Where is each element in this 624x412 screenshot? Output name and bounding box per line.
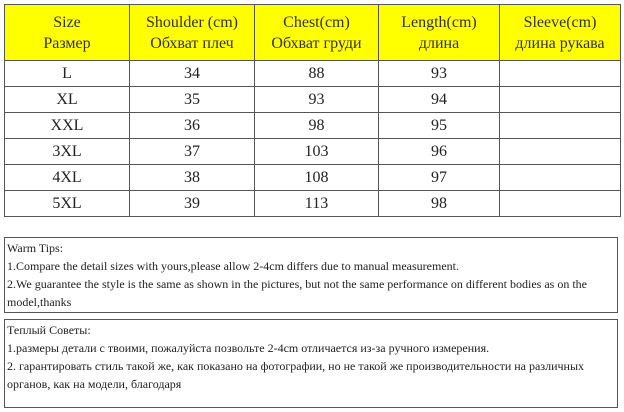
cell-shoulder: 37 [130,139,255,165]
cell-size: 3XL [5,139,130,165]
cell-sleeve [500,113,621,139]
cell-shoulder: 39 [130,191,255,217]
table-row [5,139,621,165]
header-shoulder [130,5,255,61]
cell-shoulder: 35 [130,87,255,113]
cell-sleeve [500,191,621,217]
cell-length: 97 [379,165,500,191]
header-size-ru: Размер [43,34,91,52]
cell-sleeve [500,61,621,87]
cell-chest: 93 [255,87,379,113]
header-sleeve [500,5,621,61]
cell-shoulder: 34 [130,61,255,87]
header-length-en: Length(cm) [401,13,477,31]
table-row [5,113,621,139]
table-row [5,87,621,113]
cell-shoulder: 38 [130,165,255,191]
header-chest [255,5,379,61]
tips-line2-en: 2.We guarantee the style is the same as shown in the pictures, but not the same performance on different bodies as on the model,thanks [7,277,587,309]
cell-length: 98 [379,191,500,217]
header-sleeve-en: Sleeve(cm) [523,13,597,31]
cell-sleeve [500,139,621,165]
header-chest-ru: Обхват груди [271,34,362,52]
cell-sleeve [500,87,621,113]
cell-size: XXL [5,113,130,139]
tips-title-ru: Теплый Советы: [7,323,91,337]
table-row [5,191,621,217]
cell-length: 96 [379,139,500,165]
cell-size: 5XL [5,191,130,217]
cell-chest: 108 [255,165,379,191]
cell-length: 93 [379,61,500,87]
tips-line2-ru: 2. гарантировать стиль такой же, как показано на фотографии, но не такой же производительности на различных органов, как на модели, благодаря [7,359,585,391]
cell-chest: 98 [255,113,379,139]
cell-length: 94 [379,87,500,113]
header-shoulder-ru: Обхват плеч [150,34,234,52]
header-shoulder-en: Shoulder (cm) [146,13,238,31]
cell-size: 4XL [5,165,130,191]
header-length-ru: длина [418,34,460,52]
cell-chest: 113 [255,191,379,217]
header-length [379,5,500,61]
size-table [4,4,621,217]
tips-line1-en: 1.Compare the detail sizes with yours,please allow 2-4cm differs due to manual measurement. [7,259,459,273]
tips-title-en: Warm Tips: [7,241,64,255]
cell-sleeve [500,165,621,191]
header-size-en: Size [53,13,81,31]
header-row [5,5,621,61]
warm-tips-english [4,237,618,313]
tips-line1-ru: 1.размеры детали с твоими, пожалуйста позвольте 2-4cm отличается из-за ручного измерения. [7,341,490,355]
cell-chest: 88 [255,61,379,87]
size-chart [4,4,620,217]
table-row [5,61,621,87]
cell-size: L [5,61,130,87]
header-size [5,5,130,61]
cell-shoulder: 36 [130,113,255,139]
header-sleeve-ru: длина рукава [515,34,605,52]
table-row [5,165,621,191]
warm-tips-russian [4,319,618,408]
header-chest-en: Chest(cm) [283,13,350,31]
cell-size: XL [5,87,130,113]
cell-length: 95 [379,113,500,139]
cell-chest: 103 [255,139,379,165]
